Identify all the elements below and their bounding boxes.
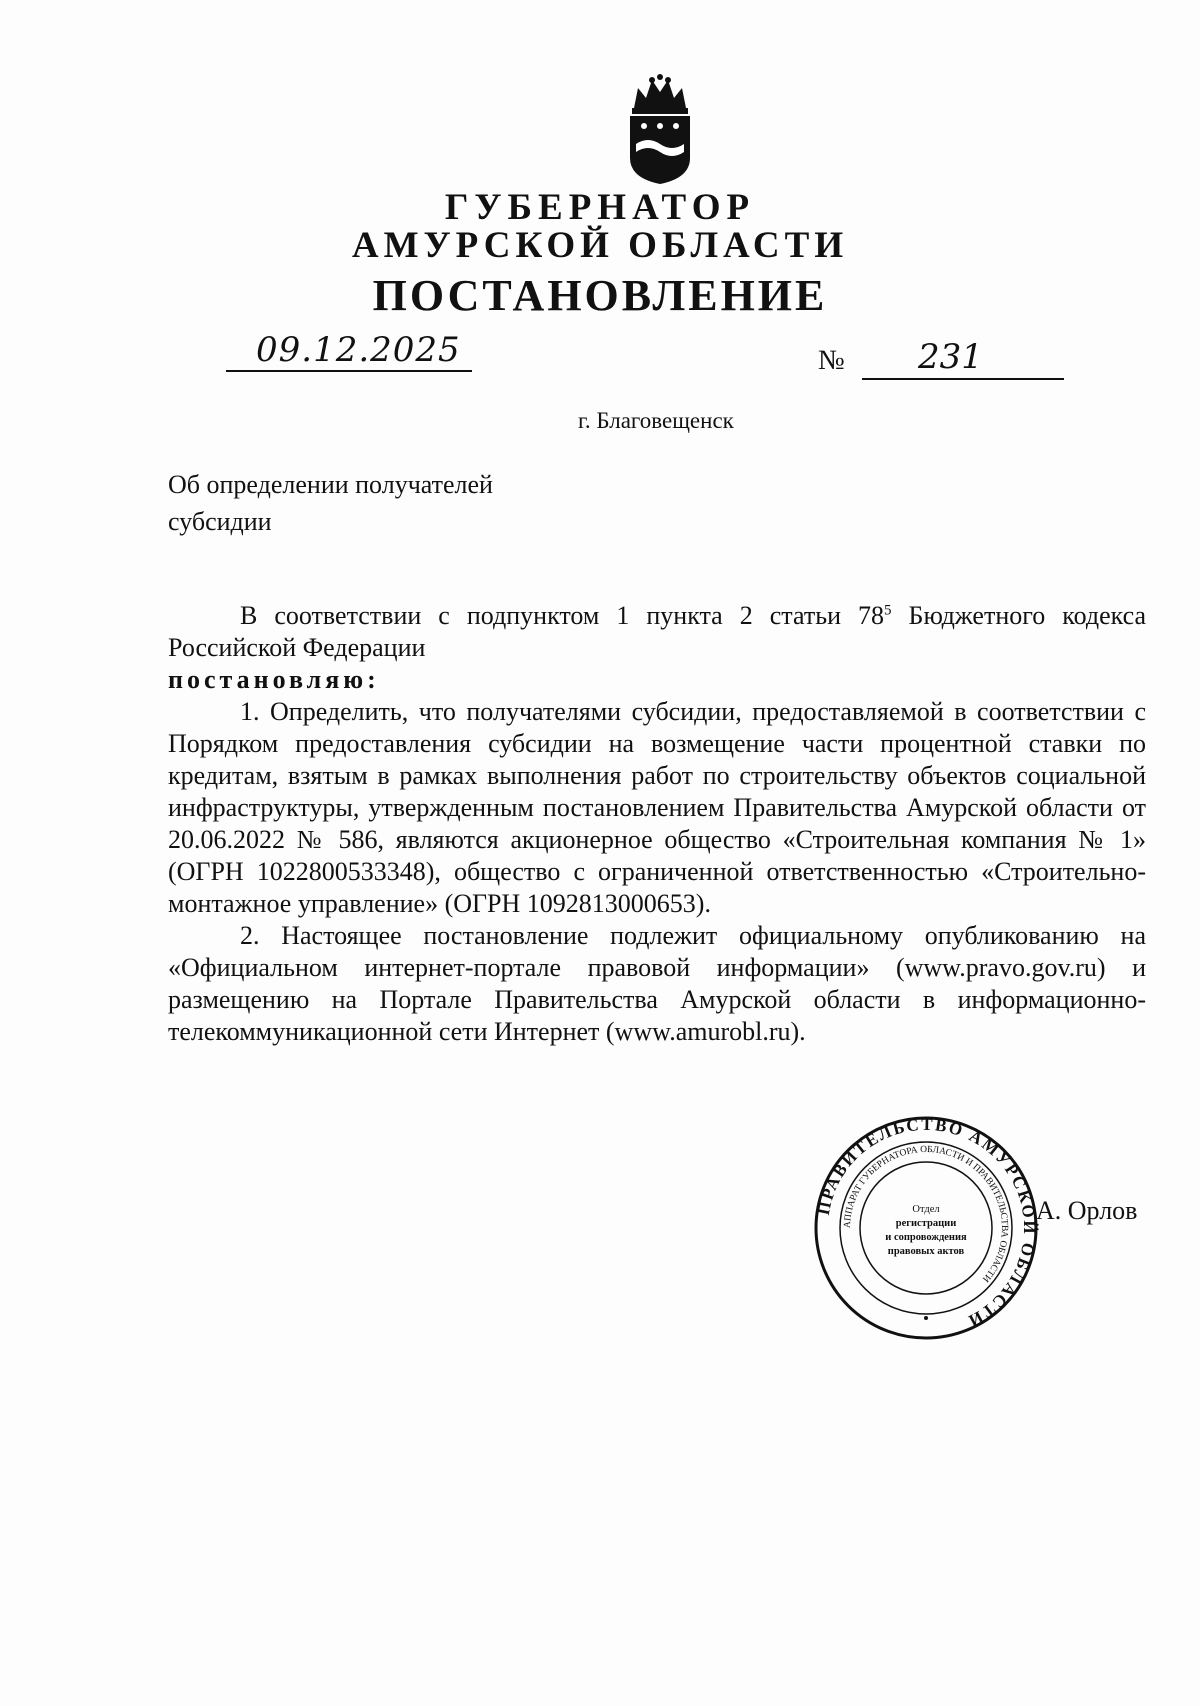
document-subject xyxy=(168,466,493,540)
stamp-center-line-4: правовых актов xyxy=(887,1246,965,1257)
city: г. Благовещенск xyxy=(578,408,734,433)
official-stamp xyxy=(812,1114,1040,1342)
subject-line-1: Об определении получателей xyxy=(168,470,493,499)
stamp-star-icon xyxy=(924,1316,928,1320)
paragraph-2: 2. Настоящее постановление подлежит официальному опубликованию на «Официальном интернет-портале правовой информации» (www.pravo.gov.ru) и размещению на Портале Правительства Амурской области в информационно-телекоммуникационной сети Интернет (www.amurobl.ru). xyxy=(168,921,1146,1046)
number-underline xyxy=(862,378,1064,380)
issuer-region: АМУРСКОЙ ОБЛАСТИ xyxy=(351,225,849,266)
preamble-part-2: Бюджетного кодекса Российской Федерации xyxy=(168,601,1146,662)
stamp-center-line-1: Отдел xyxy=(912,1204,940,1215)
decree-word: постановляю: xyxy=(168,665,380,694)
preamble xyxy=(168,600,1146,664)
date-underline xyxy=(226,370,472,372)
coat-of-arms-icon xyxy=(624,74,696,186)
document-date: 09.12.2025 xyxy=(256,330,461,370)
document-number: 231 xyxy=(918,337,983,377)
stamp-center-line-2: регистрации xyxy=(895,1218,957,1229)
preamble-part-1: В соответствии с подпунктом 1 пункта 2 статьи 78 xyxy=(240,601,885,630)
paragraph-1: 1. Определить, что получателями субсидии, предоставляемой в соответствии с Порядком предоставления субсидии на возмещение части процентной ставки по кредитам, взятым в рамках выполнения работ по строительству объектов социальной инфраструктуры, утвержденным постановлением Правительства Амурской области от 20.06.2022 № 586, являются акционерное общество «Строительная компания № 1» (ОГРН 1022800533348), общество с ограниченной ответственностью «Строительно-монтажное управление» (ОГРН 1092813000653). xyxy=(168,697,1146,918)
preamble-superscript: 5 xyxy=(884,602,892,619)
stamp-inner-ring-text: АППАРАТ ГУБЕРНАТОРА ОБЛАСТИ И ПРАВИТЕЛЬСТВА ОБЛАСТИ xyxy=(842,1144,1010,1284)
document-type: ПОСТАНОВЛЕНИЕ xyxy=(372,271,828,320)
number-label: № xyxy=(818,345,845,376)
issuer-title: ГУБЕРНАТОР xyxy=(444,187,756,228)
stamp-outer-ring-text: ПРАВИТЕЛЬСТВО АМУРСКОЙ ОБЛАСТИ xyxy=(813,1114,1040,1332)
subject-line-2: субсидии xyxy=(168,507,272,536)
signer-name: А. Орлов xyxy=(1036,1196,1138,1225)
document-body xyxy=(168,600,1146,1048)
stamp-center-line-3: и сопровождения xyxy=(885,1232,967,1243)
